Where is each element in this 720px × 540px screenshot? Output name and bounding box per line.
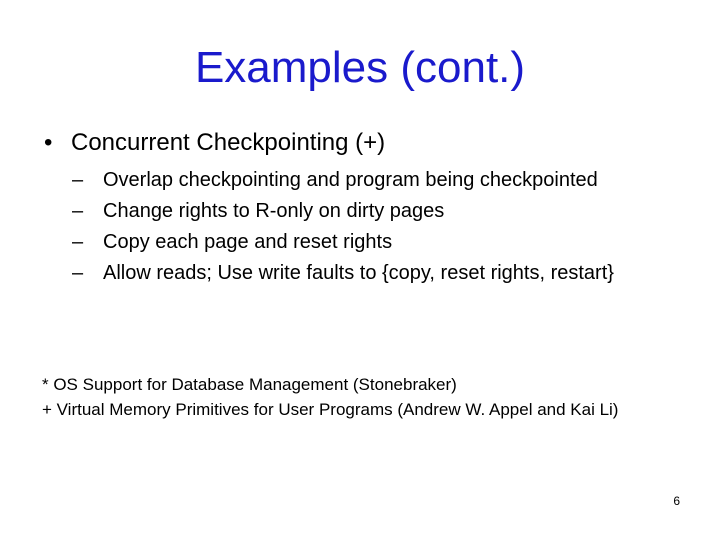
- bullet-marker: •: [44, 129, 53, 156]
- dash-marker: –: [72, 262, 84, 284]
- sub-bullet-text: Overlap checkpointing and program being checkpointed: [103, 169, 598, 191]
- dash-marker: –: [72, 169, 84, 191]
- dash-marker: –: [72, 231, 84, 253]
- slide-title: Examples (cont.): [194, 43, 526, 92]
- sub-bullet-item: [72, 228, 672, 257]
- sub-bullet-text: Allow reads; Use write faults to {copy, reset rights, restart}: [103, 262, 614, 284]
- bullet-text: Concurrent Checkpointing (+): [71, 129, 386, 156]
- footnote: * OS Support for Database Management (Stonebraker): [42, 375, 457, 394]
- footnotes: [42, 372, 702, 422]
- page-number: 6: [673, 494, 680, 508]
- sub-bullet-item: [72, 259, 672, 288]
- main-bullet: [44, 126, 684, 160]
- sub-bullet-text: Change rights to R-only on dirty pages: [103, 200, 445, 222]
- sub-bullet-list: [72, 166, 672, 290]
- sub-bullet-item: [72, 197, 672, 226]
- sub-bullet-text: Copy each page and reset rights: [103, 231, 393, 253]
- footnote: + Virtual Memory Primitives for User Programs (Andrew W. Appel and Kai Li): [42, 400, 619, 419]
- sub-bullet-item: [72, 166, 672, 195]
- dash-marker: –: [72, 200, 84, 222]
